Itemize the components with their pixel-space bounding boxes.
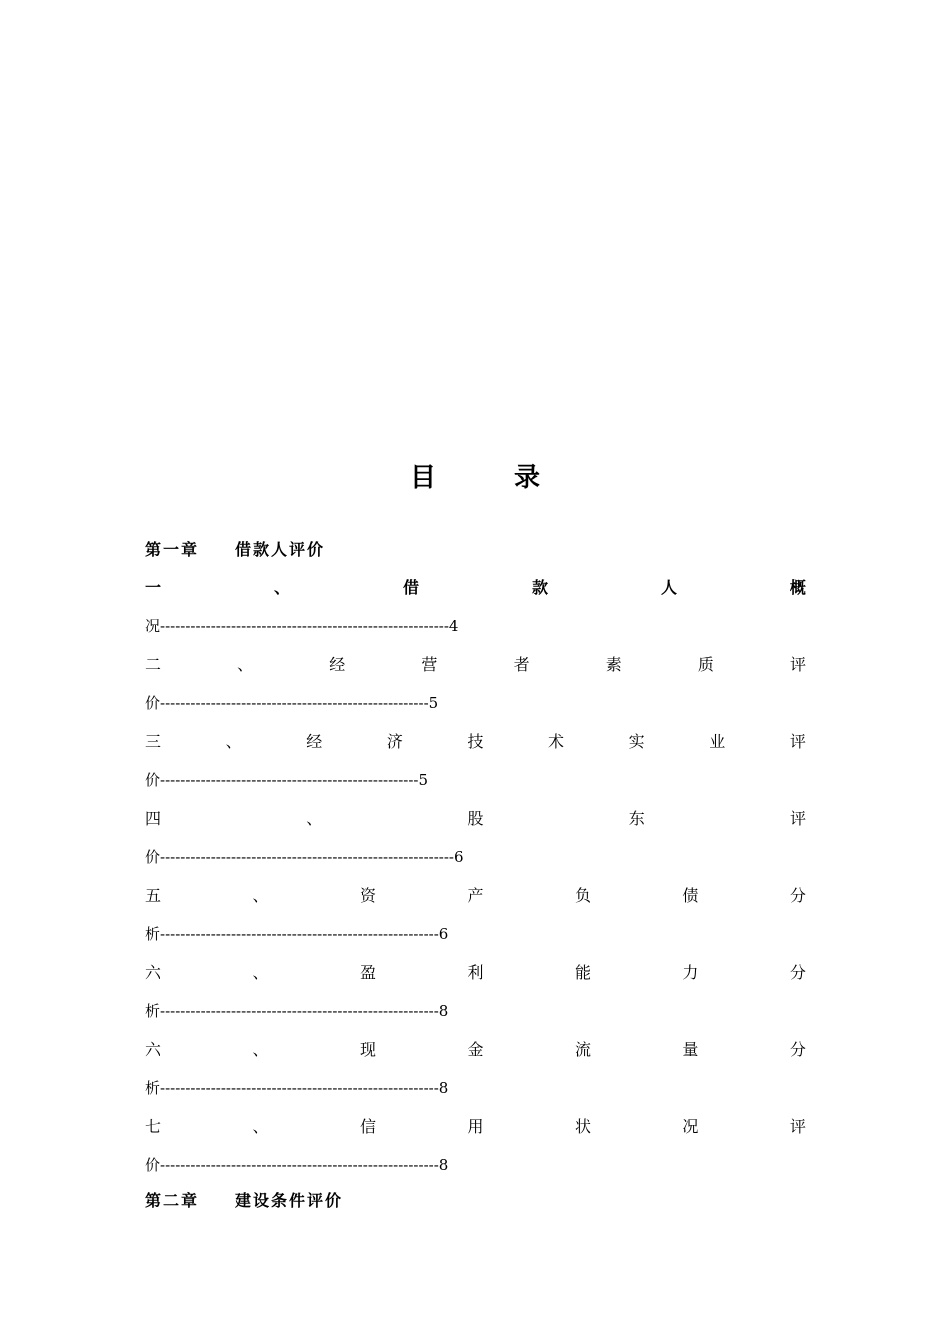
toc-entry-char: 分 (789, 963, 806, 982)
toc-entry-line[interactable] (145, 1038, 806, 1062)
toc-entry-char: 利 (467, 963, 484, 982)
toc-entry-char: 经 (306, 732, 323, 751)
toc-entry-line[interactable] (145, 884, 806, 908)
toc-entry-char: 四 (145, 809, 162, 828)
toc-title (0, 458, 950, 498)
toc-entry-line[interactable] (145, 807, 806, 831)
toc-entry-char: 素 (605, 655, 622, 674)
toc-entry-last-char: 价 (145, 1156, 161, 1174)
toc-page-number: 8 (438, 1079, 449, 1097)
toc-entry-char: 济 (386, 732, 403, 751)
toc-page-number: 8 (438, 1156, 449, 1174)
toc-entry-leader-line[interactable] (145, 1000, 448, 1022)
toc-entry-char: 、 (237, 655, 254, 674)
toc-entry-char: 资 (359, 886, 376, 905)
toc-entry-char: 力 (682, 963, 699, 982)
toc-entry-leader-line[interactable] (145, 615, 458, 637)
toc-page-number: 5 (418, 771, 429, 789)
toc-entry-char: 能 (574, 963, 591, 982)
toc-entry-char: 质 (697, 655, 714, 674)
toc-entry-char: 、 (306, 809, 323, 828)
toc-page-number: 6 (453, 848, 464, 866)
toc-entry-leader-line[interactable] (145, 692, 438, 714)
toc-entry-char: 技 (467, 732, 484, 751)
toc-entry-char: 二 (145, 655, 162, 674)
toc-entry-char: 经 (329, 655, 346, 674)
toc-entry-char: 实 (628, 732, 645, 751)
toc-entry-line[interactable] (145, 653, 806, 677)
toc-entry-char: 、 (225, 732, 242, 751)
chapter-label: 第一章 (145, 540, 200, 559)
toc-entry-char: 者 (513, 655, 530, 674)
chapter-label: 第二章 (145, 1191, 200, 1210)
toc-entry-char: 、 (252, 963, 269, 982)
toc-entry-char: 盈 (359, 963, 376, 982)
toc-entry-last-char: 价 (145, 848, 161, 866)
toc-entry-leader-line[interactable] (145, 1154, 448, 1176)
toc-entry-char: 六 (145, 963, 162, 982)
toc-entry-char: 概 (789, 578, 806, 597)
toc-entry-last-char: 况 (145, 617, 161, 635)
toc-leader-dashes: ------------------------------------------------------- (160, 1002, 439, 1020)
toc-entry-char: 借 (402, 578, 419, 597)
toc-entry-char: 状 (574, 1117, 591, 1136)
toc-entry-line[interactable] (145, 961, 806, 985)
toc-entry-char: 流 (574, 1040, 591, 1059)
toc-entry-char: 用 (467, 1117, 484, 1136)
toc-entry-char: 款 (531, 578, 548, 597)
toc-entry-line[interactable] (145, 730, 806, 754)
toc-entry-leader-line[interactable] (145, 769, 428, 791)
toc-entry-line[interactable] (145, 1115, 806, 1139)
toc-entry-char: 股 (467, 809, 484, 828)
toc-entry-char: 评 (789, 1117, 806, 1136)
toc-entry-leader-line[interactable] (145, 846, 464, 868)
chapter-title: 借款人评价 (235, 540, 326, 559)
toc-page-number: 8 (438, 1002, 449, 1020)
toc-entry-last-char: 价 (145, 771, 161, 789)
toc-entry-last-char: 析 (145, 1079, 161, 1097)
toc-entry-char: 负 (574, 886, 591, 905)
toc-entry-char: 况 (682, 1117, 699, 1136)
toc-entry-char: 东 (628, 809, 645, 828)
toc-entry-char: 、 (273, 578, 290, 597)
toc-entry-char: 现 (359, 1040, 376, 1059)
toc-leader-dashes: --------------------------------------------------------- (160, 617, 449, 635)
chapter-heading-1[interactable] (145, 538, 325, 562)
toc-entry-char: 金 (467, 1040, 484, 1059)
chapter-heading-2[interactable] (145, 1189, 343, 1213)
toc-leader-dashes: --------------------------------------------------- (160, 771, 419, 789)
toc-entry-char: 六 (145, 1040, 162, 1059)
toc-entry-char: 评 (789, 732, 806, 751)
toc-page-number: 5 (428, 694, 439, 712)
toc-entry-char: 三 (145, 732, 162, 751)
toc-entry-char: 人 (660, 578, 677, 597)
toc-entry-char: 信 (359, 1117, 376, 1136)
toc-entry-char: 营 (421, 655, 438, 674)
toc-entry-char: 评 (789, 809, 806, 828)
toc-page-number: 6 (438, 925, 449, 943)
toc-entry-line[interactable] (145, 576, 806, 600)
toc-leader-dashes: ---------------------------------------------------------- (160, 848, 454, 866)
toc-leader-dashes: ------------------------------------------------------- (160, 1079, 439, 1097)
toc-entry-char: 业 (709, 732, 726, 751)
chapter-title: 建设条件评价 (235, 1191, 344, 1210)
toc-entry-char: 、 (252, 886, 269, 905)
toc-entry-char: 一 (145, 578, 162, 597)
toc-leader-dashes: ------------------------------------------------------- (160, 1156, 439, 1174)
toc-entry-leader-line[interactable] (145, 1077, 448, 1099)
toc-entry-char: 、 (252, 1117, 269, 1136)
toc-entry-char: 术 (548, 732, 565, 751)
toc-entry-char: 七 (145, 1117, 162, 1136)
toc-entry-leader-line[interactable] (145, 923, 448, 945)
toc-entry-char: 分 (789, 1040, 806, 1059)
toc-page-number: 4 (448, 617, 459, 635)
toc-entry-char: 五 (145, 886, 162, 905)
toc-leader-dashes: ----------------------------------------------------- (160, 694, 429, 712)
toc-entry-last-char: 析 (145, 925, 161, 943)
toc-entry-char: 量 (682, 1040, 699, 1059)
toc-entry-last-char: 价 (145, 694, 161, 712)
toc-entry-char: 产 (467, 886, 484, 905)
toc-title-char-2: 录 (514, 463, 541, 493)
toc-entry-char: 、 (252, 1040, 269, 1059)
toc-entry-last-char: 析 (145, 1002, 161, 1020)
toc-entry-char: 评 (789, 655, 806, 674)
toc-entry-char: 分 (789, 886, 806, 905)
toc-title-char-1: 目 (409, 463, 436, 493)
toc-leader-dashes: ------------------------------------------------------- (160, 925, 439, 943)
toc-entry-char: 债 (682, 886, 699, 905)
